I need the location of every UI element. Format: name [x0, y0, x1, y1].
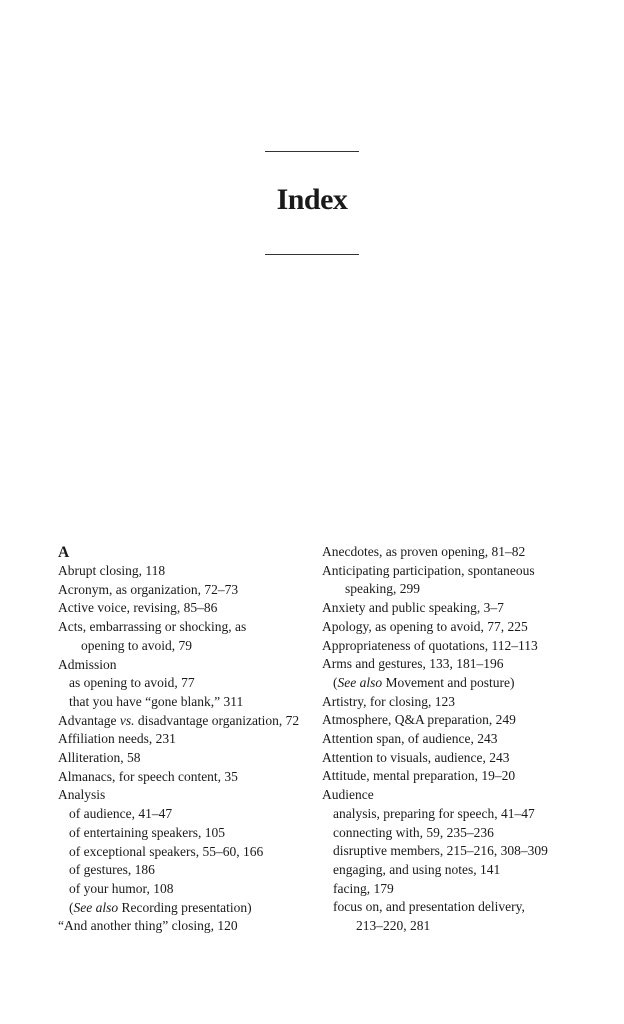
index-entry-text: Attitude, mental preparation, 19–20 [322, 768, 516, 784]
index-subentry [58, 843, 308, 862]
index-subentry [58, 861, 308, 880]
index-subentry [58, 693, 308, 712]
index-entry-text: focus on, and presentation delivery, [333, 899, 525, 915]
index-entry [58, 656, 308, 675]
index-entry-text: connecting with, 59, 235–236 [333, 824, 494, 840]
index-entry [322, 711, 572, 730]
title-rule-top [265, 151, 359, 152]
index-entry [58, 917, 308, 936]
index-entry-text: of entertaining speakers, 105 [69, 824, 225, 840]
index-subentry [58, 824, 308, 843]
index-entry-text: of audience, 41–47 [69, 806, 173, 822]
index-entry-text: Advantage vs. disadvantage organization, 72 [58, 712, 300, 728]
index-entry-text: “And another thing” closing, 120 [58, 918, 238, 934]
index-entry [322, 599, 572, 618]
index-entry-text: as opening to avoid, 77 [69, 675, 195, 691]
index-entry-text: of your humor, 108 [69, 880, 174, 896]
index-entry-text: Analysis [58, 787, 106, 803]
index-entry-text: Admission [58, 656, 117, 672]
index-entry-text: Active voice, revising, 85–86 [58, 600, 218, 616]
index-entry-text: Audience [322, 787, 374, 803]
index-entry-continuation: opening to avoid, 79 [81, 637, 192, 653]
index-entry-text: facing, 179 [333, 880, 394, 896]
index-subentry [58, 880, 308, 899]
index-subentry [58, 899, 308, 918]
index-entry-text: Alliteration, 58 [58, 750, 141, 766]
index-entry-text: Attention span, of audience, 243 [322, 731, 498, 747]
index-entry [58, 749, 308, 768]
index-entry-text: of exceptional speakers, 55–60, 166 [69, 843, 264, 859]
index-entry [322, 693, 572, 712]
title-rule-bottom [265, 254, 359, 255]
index-column-left [58, 543, 308, 936]
index-subentry [58, 674, 308, 693]
index-entry [322, 618, 572, 637]
index-entry-text: Arms and gestures, 133, 181–196 [322, 656, 504, 672]
index-column-right [322, 543, 572, 936]
index-entries-right [322, 543, 572, 936]
index-entry-text: Affiliation needs, 231 [58, 731, 176, 747]
index-entry [58, 599, 308, 618]
index-entry [58, 730, 308, 749]
page-title: Index [276, 183, 348, 216]
index-entry-text: (See also Movement and posture) [333, 674, 515, 690]
index-entry [58, 581, 308, 600]
index-entry-text: disruptive members, 215–216, 308–309 [333, 843, 548, 859]
index-entry-text: Abrupt closing, 118 [58, 563, 166, 578]
index-entry-text: Apology, as opening to avoid, 77, 225 [322, 618, 528, 634]
index-entry-text: of gestures, 186 [69, 862, 155, 878]
index-entry [322, 543, 572, 562]
index-entry-text: Anecdotes, as proven opening, 81–82 [322, 544, 526, 559]
section-letter: A [58, 544, 70, 561]
index-entry [322, 749, 572, 768]
index-subentry [322, 805, 572, 824]
index-entry-text: Appropriateness of quotations, 112–113 [322, 637, 538, 653]
index-entry [322, 730, 572, 749]
index-entry-text: engaging, and using notes, 141 [333, 861, 501, 877]
index-entry [322, 562, 572, 599]
index-entry [58, 786, 308, 805]
index-entry-text: Acronym, as organization, 72–73 [58, 581, 239, 597]
index-entry-text: analysis, preparing for speech, 41–47 [333, 805, 535, 821]
index-entry [58, 562, 308, 581]
index-entry-text: Artistry, for closing, 123 [322, 693, 455, 709]
index-entry [58, 618, 308, 655]
index-entry-text: Anxiety and public speaking, 3–7 [322, 600, 504, 616]
index-entry-text: Almanacs, for speech content, 35 [58, 768, 238, 784]
index-entry [322, 655, 572, 674]
index-subentry [322, 842, 572, 861]
index-entry-text: Atmosphere, Q&A preparation, 249 [322, 712, 516, 728]
index-entries-left [58, 562, 308, 936]
index-subentry [58, 805, 308, 824]
index-entry [322, 637, 572, 656]
index-subentry [322, 861, 572, 880]
index-entry-text: Attention to visuals, audience, 243 [322, 749, 510, 765]
index-entry-text: (See also Recording presentation) [69, 899, 252, 915]
index-subentry [322, 824, 572, 843]
index-entry-text: Anticipating participation, spontaneous [322, 562, 535, 578]
index-subentry [322, 674, 572, 693]
index-subentry [322, 898, 572, 935]
index-entry-continuation: 213–220, 281 [356, 918, 431, 934]
index-entry [58, 768, 308, 787]
index-subentry [322, 880, 572, 899]
index-entry [322, 767, 572, 786]
index-entry-text: Acts, embarrassing or shocking, as [58, 619, 247, 635]
index-entry-continuation: speaking, 299 [345, 581, 420, 597]
index-entry [322, 786, 572, 805]
index-entry [58, 712, 308, 731]
index-entry-text: that you have “gone blank,” 311 [69, 693, 244, 709]
